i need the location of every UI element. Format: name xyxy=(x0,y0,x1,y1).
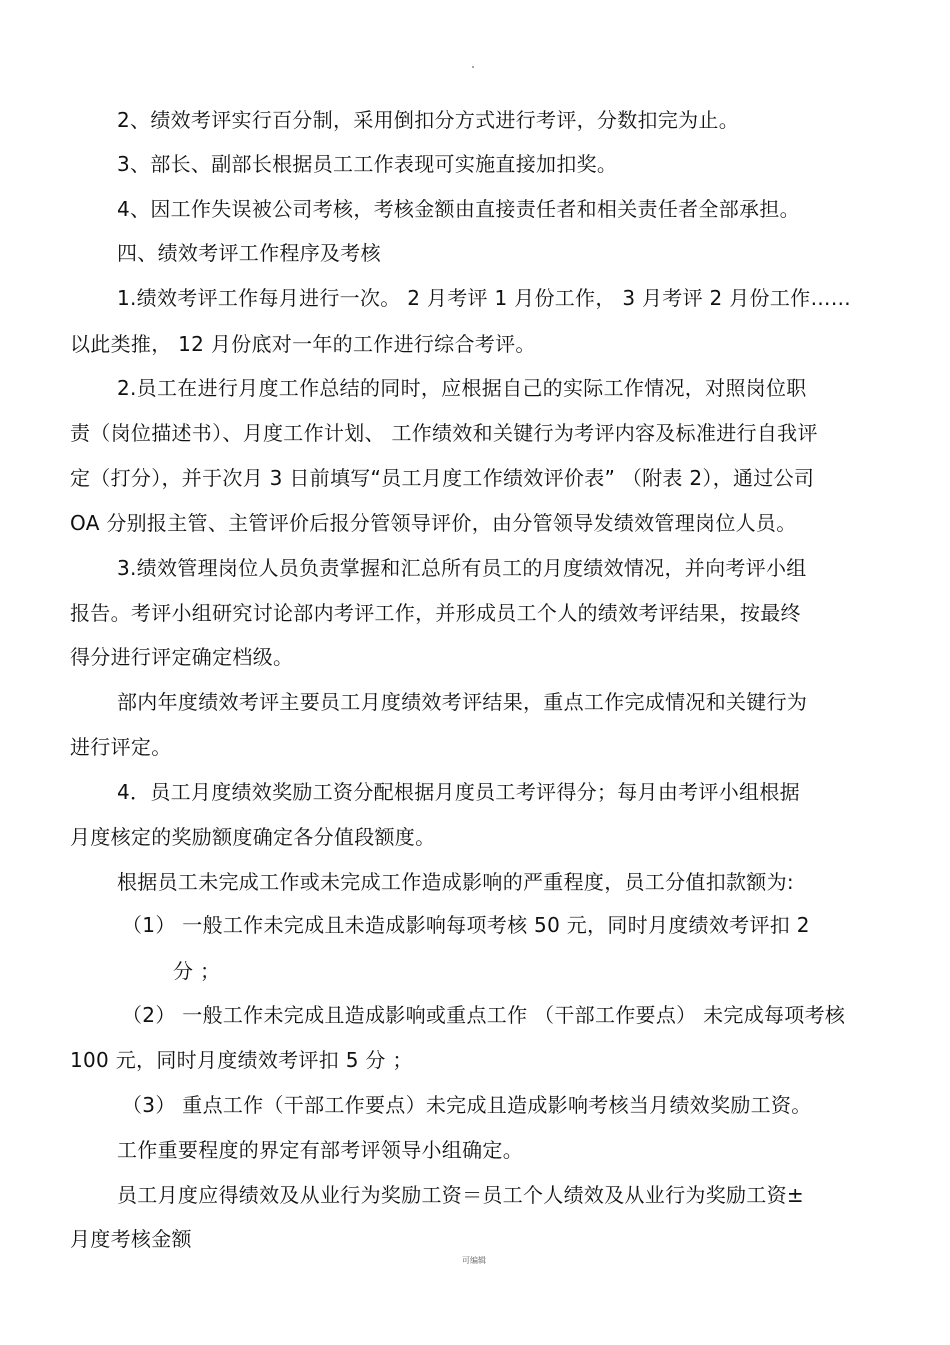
list-item-continuation: 分 ； xyxy=(173,959,221,983)
section-heading: 四、绩效考评工作程序及考核 xyxy=(117,241,381,265)
text-line: 1.绩效考评工作每月进行一次。 2 月考评 1 月份工作， 3 月考评 2 月份工作…… xyxy=(117,286,852,310)
list-item: （3） 重点工作（干部工作要点）未完成且造成影响考核当月绩效奖励工资。 xyxy=(122,1093,812,1117)
text-line: 报告。考评小组研究讨论部内考评工作，并形成员工个人的绩效考评结果，按最终 xyxy=(70,601,801,625)
text-line: 3、部长、副部长根据员工工作表现可实施直接加扣奖。 xyxy=(117,152,618,176)
text-line: 根据员工未完成工作或未完成工作造成影响的严重程度，员工分值扣款额为: xyxy=(117,870,794,894)
list-item-continuation: 100 元，同时月度绩效考评扣 5 分 ； xyxy=(70,1048,413,1072)
text-line: 3.绩效管理岗位人员负责掌握和汇总所有员工的月度绩效情况，并向考评小组 xyxy=(117,556,807,580)
text-line: 进行评定。 xyxy=(70,735,172,759)
text-line: 员工月度应得绩效及从业行为奖励工资＝员工个人绩效及从业行为奖励工资± xyxy=(117,1183,804,1207)
text-line: 月度核定的奖励额度确定各分值段额度。 xyxy=(70,825,436,849)
list-item: （2） 一般工作未完成且造成影响或重点工作 （干部工作要点） 未完成每项考核 xyxy=(122,1003,846,1027)
footer-label: 可编辑 xyxy=(462,1256,486,1265)
text-line: 以此类推， 12 月份底对一年的工作进行综合考评。 xyxy=(70,332,536,356)
page-marker-dot xyxy=(472,66,474,68)
text-line: 4．员工月度绩效奖励工资分配根据月度员工考评得分；每月由考评小组根据 xyxy=(117,780,800,804)
text-line: 2、绩效考评实行百分制，采用倒扣分方式进行考评，分数扣完为止。 xyxy=(117,108,740,132)
text-line: 定（打分），并于次月 3 日前填写“员工月度工作绩效评价表” （附表 2），通过公司 xyxy=(70,466,815,490)
text-line: 得分进行评定确定档级。 xyxy=(70,645,294,669)
list-item: （1） 一般工作未完成且未造成影响每项考核 50 元，同时月度绩效考评扣 2 xyxy=(122,913,810,937)
text-line: 责（岗位描述书）、月度工作计划、 工作绩效和关键行为考评内容及标准进行自我评 xyxy=(70,421,818,445)
text-line: 工作重要程度的界定有部考评领导小组确定。 xyxy=(117,1138,523,1162)
text-line: 部内年度绩效考评主要员工月度绩效考评结果，重点工作完成情况和关键行为 xyxy=(117,690,808,714)
text-line: 月度考核金额 xyxy=(70,1227,192,1251)
text-line: OA 分别报主管、主管评价后报分管领导评价，由分管领导发绩效管理岗位人员。 xyxy=(70,511,797,535)
text-line: 4、因工作失误被公司考核，考核金额由直接责任者和相关责任者全部承担。 xyxy=(117,197,800,221)
text-line: 2.员工在进行月度工作总结的同时，应根据自己的实际工作情况，对照岗位职 xyxy=(117,376,807,400)
